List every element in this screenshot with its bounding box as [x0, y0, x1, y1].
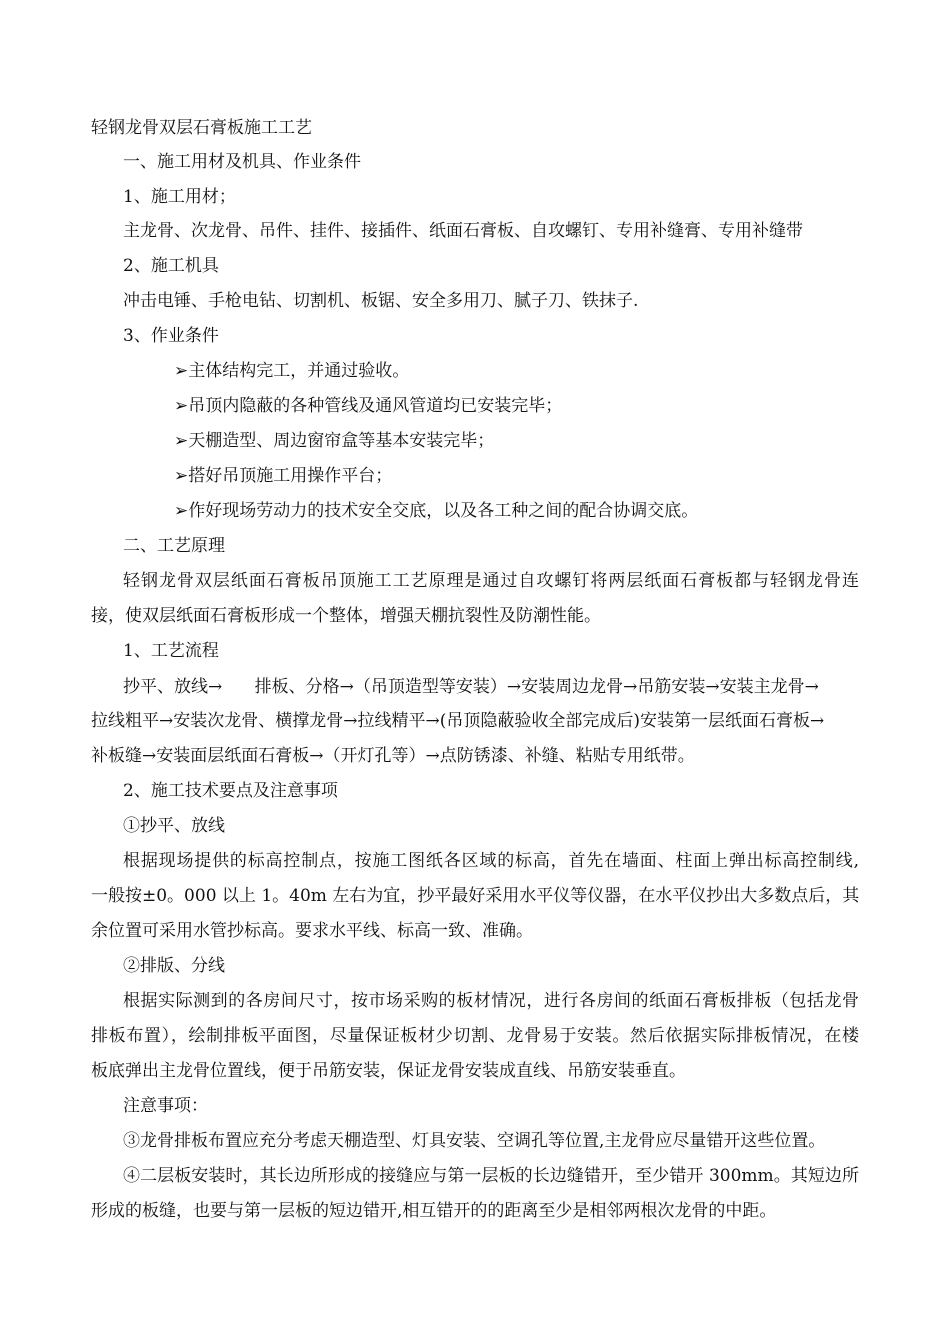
leveling-paragraph-line: 一般按±0。000 以上 1。40m 左右为宜，抄平最好采用水平仪等仪器，在水平仪抄出大多数点后，其 [91, 886, 860, 906]
condition-bullet: ➢主体结构完工，并通过验收。 [174, 361, 410, 381]
condition-bullet: ➢作好现场劳动力的技术安全交底，以及各工种之间的配合协调交底。 [174, 501, 699, 521]
document-title: 轻钢龙骨双层石膏板施工工艺 [91, 118, 312, 138]
principle-paragraph-line: 接，使双层纸面石膏板形成一个整体，增强天棚抗裂性及防潮性能。 [91, 606, 601, 626]
tools-list: 冲击电锤、手枪电钻、切割机、板锯、安全多用刀、腻子刀、铁抹子. [123, 291, 639, 311]
subheading-technical-points: 2、施工技术要点及注意事项 [123, 781, 338, 801]
subheading-materials: 1、施工用材； [123, 187, 236, 207]
subheading-process-flow: 1、工艺流程 [123, 641, 219, 661]
note-item-4-line: ④二层板安装时，其长边所形成的接缝应与第一层板的长边缝错开，至少错开 300mm。其短边所 [123, 1166, 859, 1186]
materials-list: 主龙骨、次龙骨、吊件、挂件、接插件、纸面石膏板、自攻螺钉、专用补缝膏、专用补缝带 [123, 221, 803, 241]
subheading-conditions: 3、作业条件 [123, 326, 219, 346]
subheading-tools: 2、施工机具 [123, 256, 219, 276]
leveling-paragraph-line: 根据现场提供的标高控制点，按施工图纸各区域的标高，首先在墙面、柱面上弹出标高控制线, [123, 851, 859, 871]
process-flow-line: 抄平、放线→ 排板、分格→（吊顶造型等安装）→安装周边龙骨→吊筋安装→安装主龙骨→ [123, 677, 819, 697]
condition-bullet: ➢天棚造型、周边窗帘盒等基本安装完毕； [174, 431, 495, 451]
leveling-paragraph-line: 余位置可采用水管抄标高。要求水平线、标高一致、准确。 [91, 921, 533, 941]
principle-paragraph-line: 轻钢龙骨双层纸面石膏板吊顶施工工艺原理是通过自攻螺钉将两层纸面石膏板都与轻钢龙骨连 [123, 571, 859, 591]
layout-paragraph-line: 根据实际测到的各房间尺寸，按市场采购的板材情况，进行各房间的纸面石膏板排板（包括龙骨 [123, 991, 859, 1011]
condition-bullet: ➢搭好吊顶施工用操作平台； [174, 466, 393, 486]
condition-bullet: ➢吊顶内隐蔽的各种管线及通风管道均已安装完毕； [174, 396, 563, 416]
section-heading-materials: 一、施工用材及机具、作业条件 [123, 152, 361, 172]
notes-heading: 注意事项： [123, 1096, 208, 1116]
process-flow-line: 补板缝→安装面层纸面石膏板→（开灯孔等）→点防锈漆、补缝、粘贴专用纸带。 [91, 746, 695, 766]
note-item-3: ③龙骨排板布置应充分考虑天棚造型、灯具安装、空调孔等位置,主龙骨应尽量错开这些位置。 [123, 1131, 826, 1151]
item-heading-leveling: ①抄平、放线 [123, 816, 225, 836]
layout-paragraph-line: 板底弹出主龙骨位置线，便于吊筋安装，保证龙骨安装成直线、吊筋安装垂直。 [91, 1061, 686, 1081]
process-flow-line: 拉线粗平→安装次龙骨、横撑龙骨→拉线精平→(吊顶隐蔽验收全部完成后)安装第一层纸面石膏板→ [91, 711, 825, 731]
layout-paragraph-line: 排板布置），绘制排板平面图，尽量保证板材少切割、龙骨易于安装。然后依据实际排板情况，在楼 [91, 1026, 859, 1046]
item-heading-layout: ②排版、分线 [123, 956, 225, 976]
note-item-4-line: 形成的板缝，也要与第一层板的短边错开,相互错开的的距离至少是相邻两根次龙骨的中距。 [91, 1201, 777, 1221]
section-heading-principle: 二、工艺原理 [123, 536, 225, 556]
